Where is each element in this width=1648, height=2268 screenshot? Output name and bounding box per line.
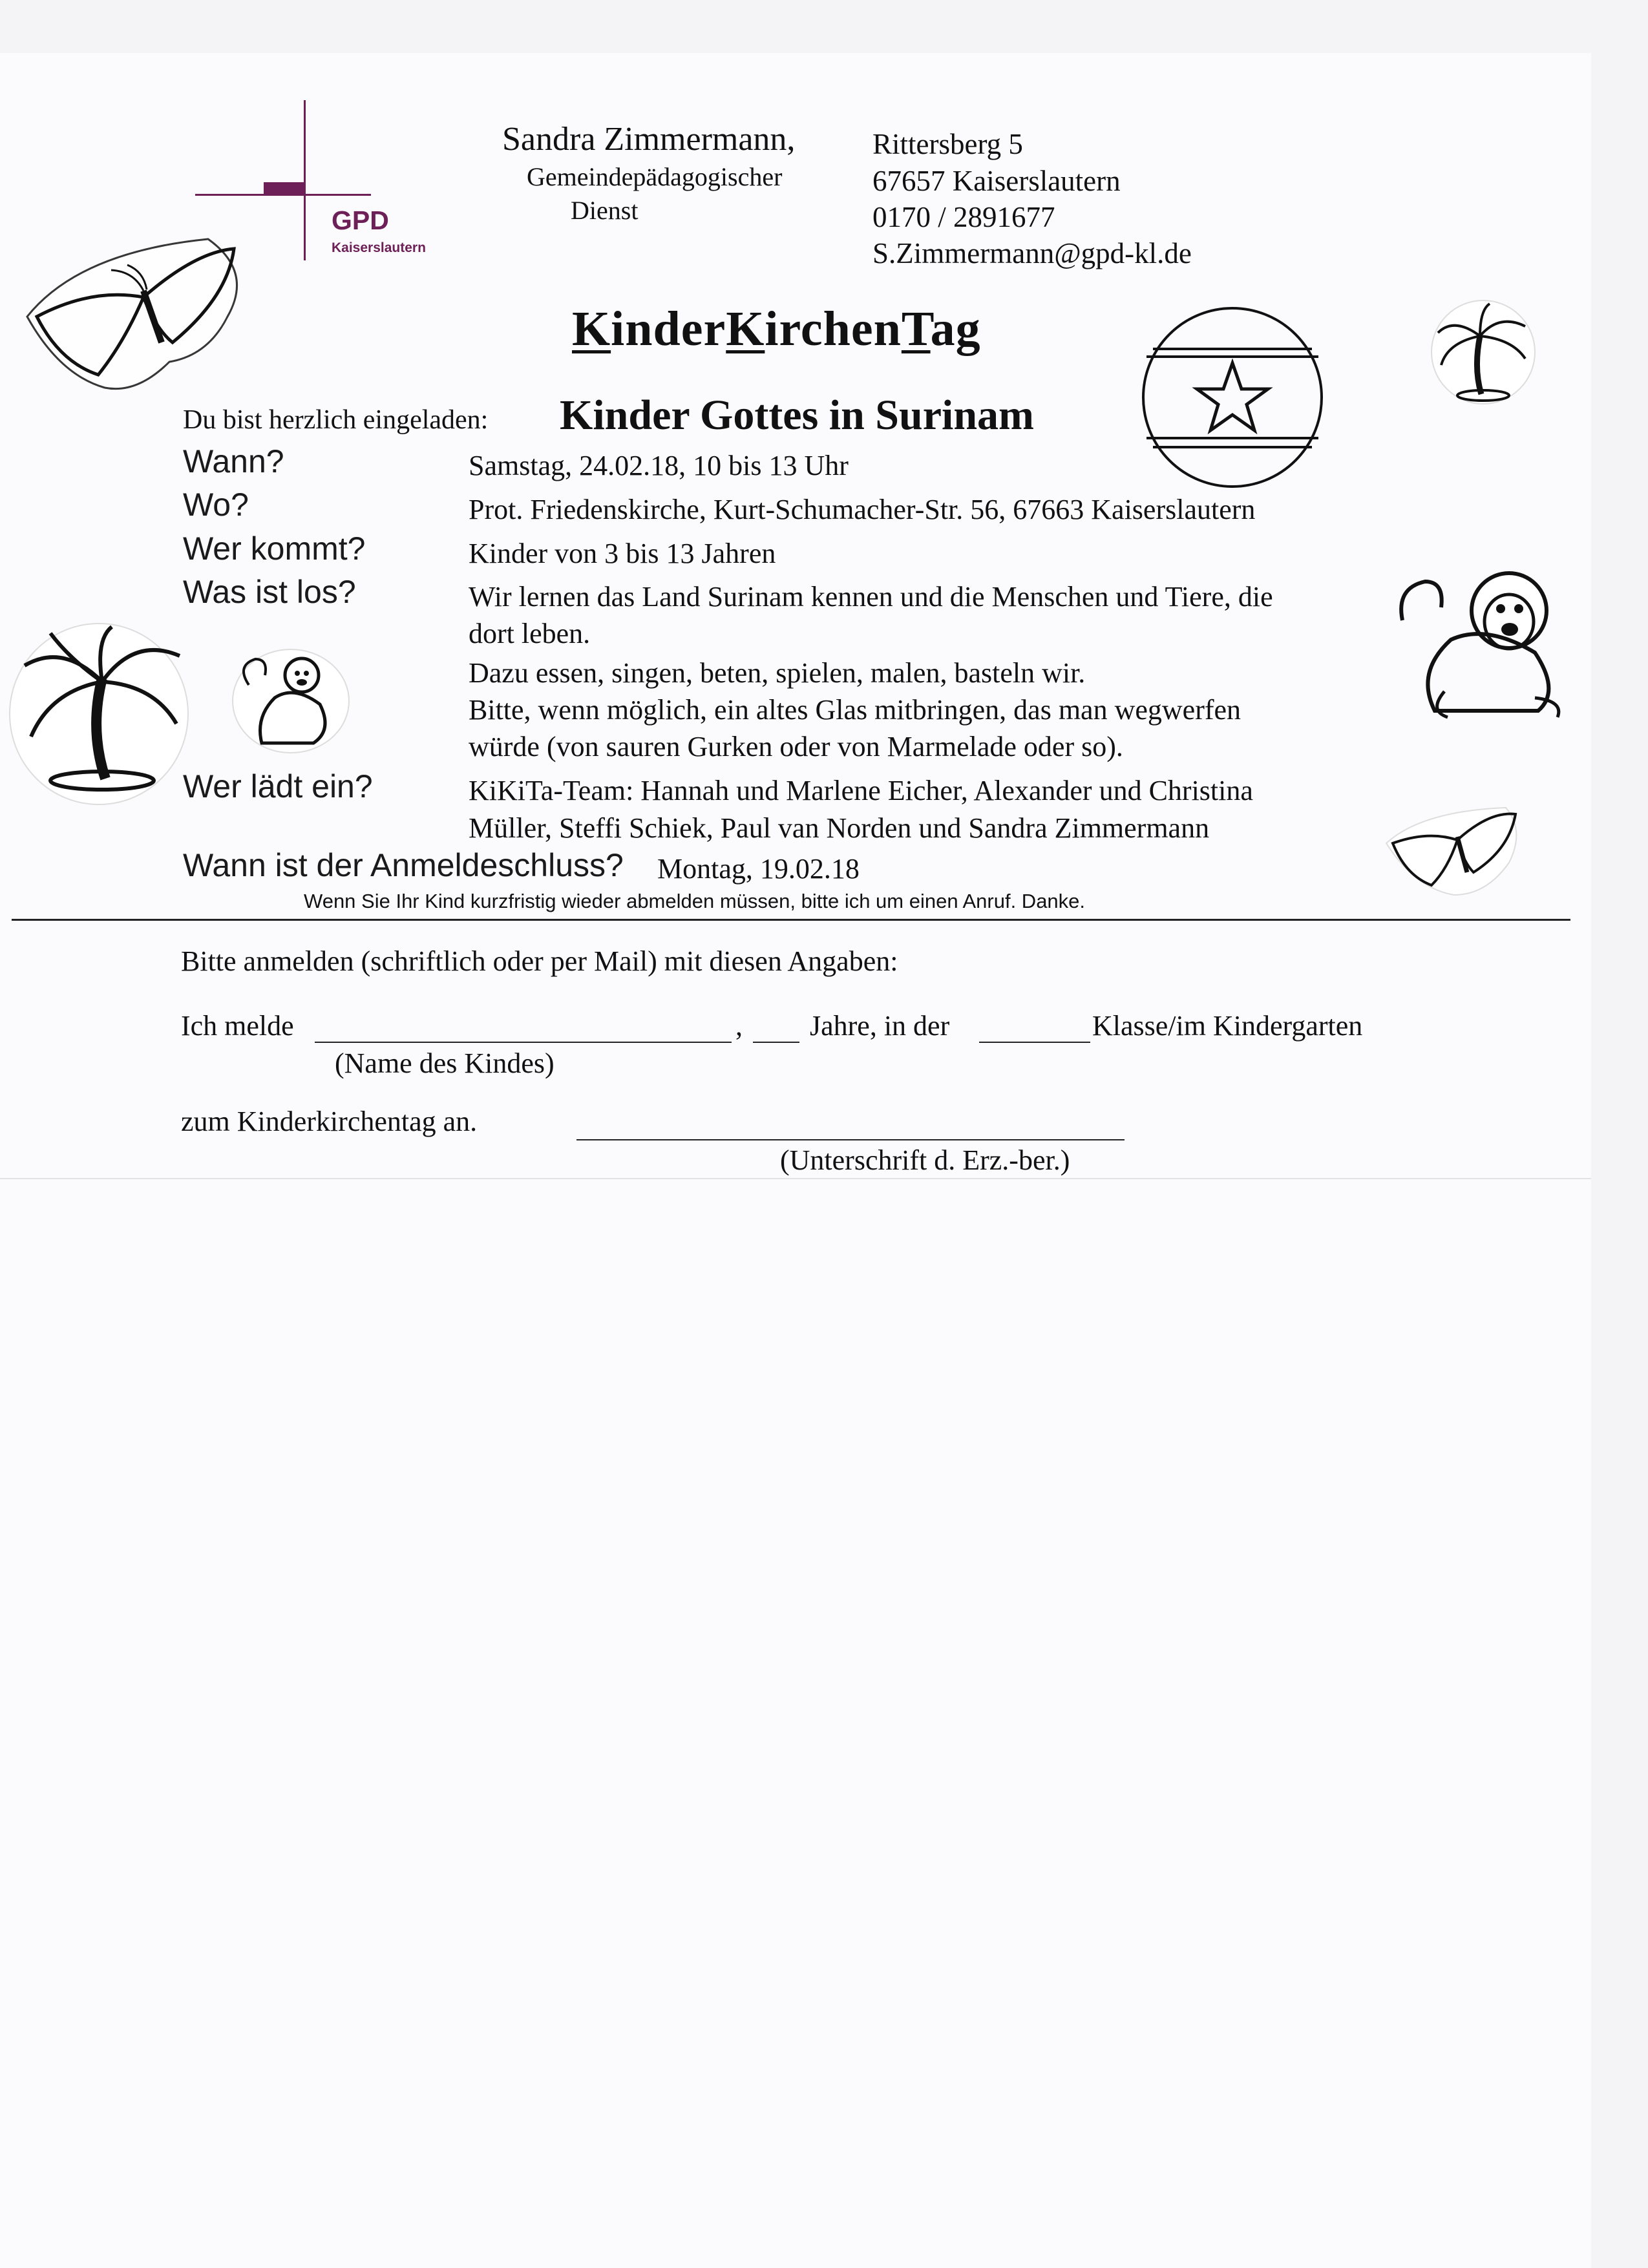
butterfly-icon xyxy=(1377,804,1525,901)
monkey-icon xyxy=(229,646,352,756)
name-caption: (Name des Kindes) xyxy=(335,1047,555,1079)
deadline-label: Wann ist der Anmeldeschluss? xyxy=(183,847,624,883)
invite-label: Du bist herzlich eingeladen: xyxy=(183,405,489,435)
title-initial-k2: K xyxy=(726,302,765,356)
monkey-icon xyxy=(1389,562,1570,724)
logo-subtext: Kaiserslautern xyxy=(332,240,426,255)
who-value: Kinder von 3 bis 13 Jahren xyxy=(469,538,776,569)
what-line-1: Wir lernen das Land Surinam kennen und die Menschen und Tiere, die xyxy=(469,581,1273,613)
address-city: 67657 Kaiserslautern xyxy=(872,165,1121,197)
form-intro: Bitte anmelden (schriftlich oder per Mail) mit diesen Angaben: xyxy=(181,945,898,977)
signature-field[interactable] xyxy=(576,1139,1125,1140)
class-label: Klasse/im Kindergarten xyxy=(1092,1010,1363,1042)
butterfly-icon xyxy=(14,226,253,401)
when-value: Samstag, 24.02.18, 10 bis 13 Uhr xyxy=(469,450,849,481)
age-label: Jahre, in der xyxy=(810,1010,950,1042)
title-initial-t: T xyxy=(901,302,931,356)
address-email[interactable]: S.Zimmermann@gpd-kl.de xyxy=(872,237,1192,269)
title-part-inder: inder xyxy=(611,302,726,356)
palm-tree-icon xyxy=(5,620,193,808)
logo-square xyxy=(264,182,306,196)
fold-line xyxy=(0,1178,1591,1179)
child-name-field[interactable] xyxy=(315,1042,732,1043)
when-label: Wann? xyxy=(183,443,284,479)
where-value: Prot. Friedenskirche, Kurt-Schumacher-Str. 56, 67663 Kaiserslautern xyxy=(469,494,1256,525)
age-field[interactable] xyxy=(753,1042,799,1043)
deadline-value: Montag, 19.02.18 xyxy=(657,853,860,885)
register-prefix: Ich melde xyxy=(181,1010,294,1042)
what-line-4: Bitte, wenn möglich, ein altes Glas mitbringen, das man wegwerfen xyxy=(469,694,1241,726)
divider-rule xyxy=(12,919,1570,921)
contact-name: Sandra Zimmermann, xyxy=(502,121,796,158)
logo-text: GPD xyxy=(332,205,389,235)
palm-tree-icon xyxy=(1428,297,1538,407)
dept-line1: Gemeindepädagogischer xyxy=(527,162,783,191)
what-line-3: Dazu essen, singen, beten, spielen, malen, basteln wir. xyxy=(469,657,1086,689)
logo-cross-vertical xyxy=(304,100,306,260)
cancel-note: Wenn Sie Ihr Kind kurzfristig wieder abmelden müssen, bitte ich um einen Anruf. Danke. xyxy=(304,890,1086,912)
title-part-ag: ag xyxy=(930,302,981,356)
what-label: Was ist los? xyxy=(183,574,356,610)
event-theme: Kinder Gottes in Surinam xyxy=(560,392,1035,439)
event-line: zum Kinderkirchentag an. xyxy=(181,1106,478,1137)
where-label: Wo? xyxy=(183,487,249,523)
address-street: Rittersberg 5 xyxy=(872,128,1023,160)
address-phone: 0170 / 2891677 xyxy=(872,201,1055,233)
comma-separator: , xyxy=(735,1010,743,1042)
dept-line2: Dienst xyxy=(571,196,639,225)
what-line-5: würde (von sauren Gurken oder von Marmelade oder so). xyxy=(469,731,1123,762)
host-label: Wer lädt ein? xyxy=(183,768,373,804)
title-part-irchen: irchen xyxy=(765,302,902,356)
host-line-1: KiKiTa-Team: Hannah und Marlene Eicher, Alexander und Christina xyxy=(469,775,1253,806)
what-line-2: dort leben. xyxy=(469,618,591,649)
signature-caption: (Unterschrift d. Erz.-ber.) xyxy=(780,1144,1070,1176)
surinam-flag-icon xyxy=(1139,304,1326,491)
host-line-2: Müller, Steffi Schiek, Paul van Norden und Sandra Zimmermann xyxy=(469,812,1210,844)
title-initial-k1: K xyxy=(572,302,611,356)
page-title xyxy=(572,301,981,357)
who-label: Wer kommt? xyxy=(183,530,366,567)
class-field[interactable] xyxy=(979,1042,1090,1043)
